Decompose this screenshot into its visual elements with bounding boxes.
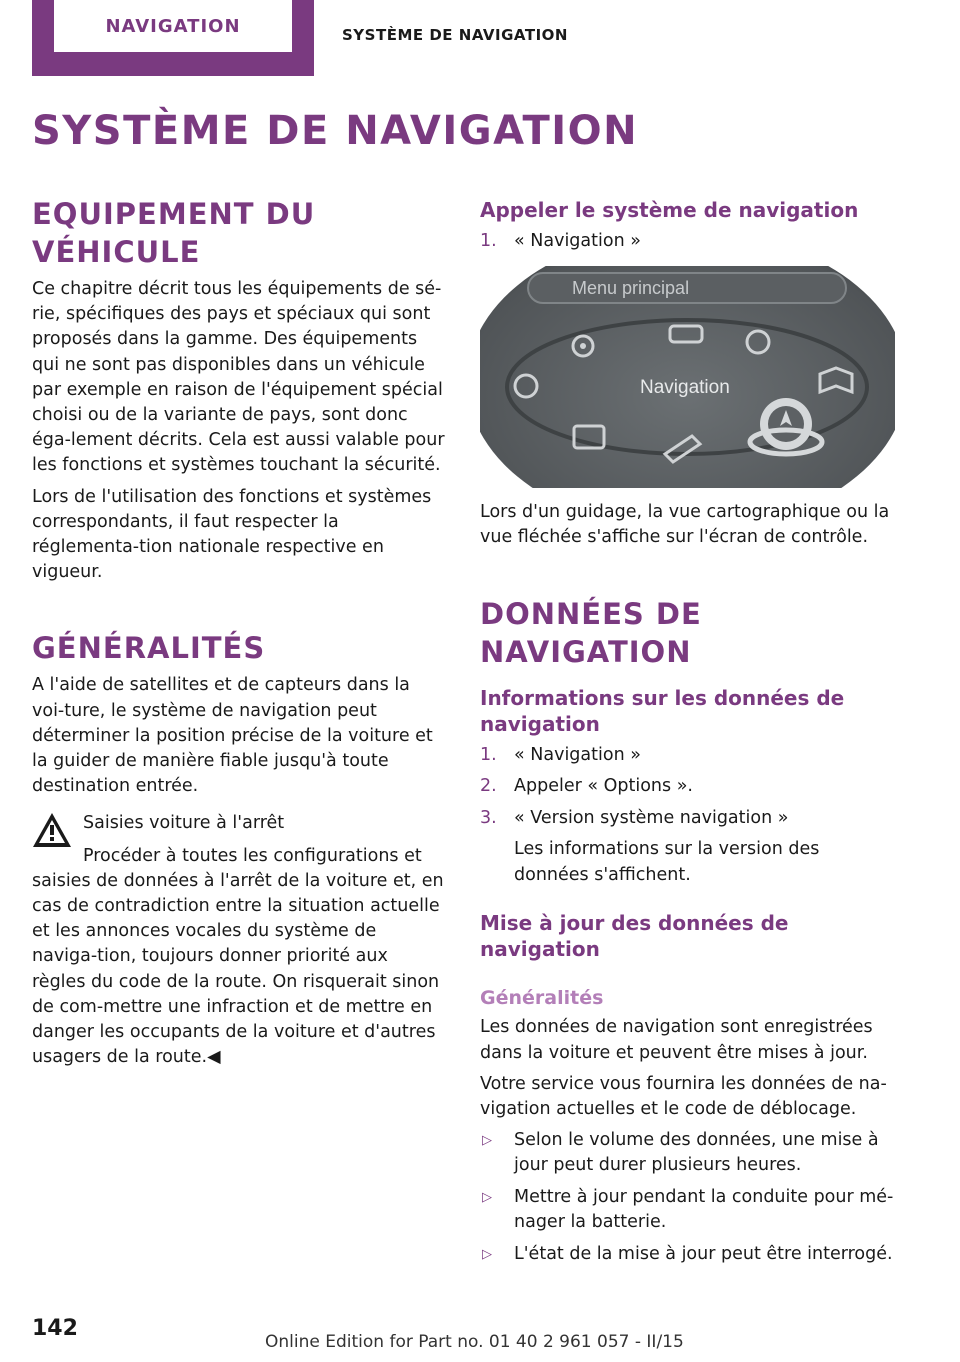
chapter-tab	[32, 0, 314, 76]
bullet-triangle-icon: ▷	[482, 1190, 492, 1206]
list-item: ▷ L'état de la mise à jour peut être interrogé.	[480, 1242, 895, 1267]
call-navigation-heading: Appeler le système de navigation	[480, 198, 859, 222]
data-info-heading: Informations sur les données de navigation	[480, 685, 845, 736]
guidance-paragraph: Lors d'un guidage, la vue cartographique ou la vue fléchée s'affiche sur l'écran de contrôle.	[480, 502, 890, 548]
main-menu-screen	[480, 266, 895, 488]
edition-footer: Online Edition for Part no. 01 40 2 961 057 - II/15	[265, 1332, 684, 1352]
update-heading: Mise à jour des données de navigation	[480, 911, 789, 962]
navigation-data-heading: DONNÉES DE NAVIGATION	[480, 596, 702, 669]
list-item: 1. « Navigation »	[480, 744, 641, 765]
main-menu-screen-graphic	[480, 266, 895, 488]
bullet-triangle-icon: ▷	[482, 1247, 492, 1263]
update-bullets	[480, 1128, 895, 1267]
list-item: 1. « Navigation »	[480, 231, 641, 251]
running-header: SYSTÈME DE NAVIGATION	[342, 26, 568, 44]
equipment-heading: EQUIPEMENT DU VÉHICULE	[32, 197, 316, 269]
menu-principal-label: Menu principal	[572, 278, 690, 299]
equipment-paragraph-1: Ce chapitre décrit tous les équipements de sé‐rie, spécifiques des pays et spéciaux qui sont proposés dans la gamme. Des équipements qui ne sont pas disponibles dans un véhicule par exemple en raison de l'équipement spécial choisi ou de la variante de pays, sont donc éga‐lement décrits. Cela est aussi valable pour les fonctions et systèmes touchant la sécurité.	[32, 279, 445, 476]
warning-triangle-icon	[32, 811, 72, 849]
right-column	[480, 195, 895, 1274]
generalities-subheading: Généralités	[480, 987, 604, 1010]
step3-detail: Les informations sur la version des données s'affichent.	[514, 839, 820, 885]
navigation-center-label: Navigation	[640, 377, 730, 399]
warning-block	[32, 811, 446, 836]
update-paragraph-2: Votre service vous fournira les données de na‐vigation actuelles et le code de déblocage.	[480, 1073, 887, 1120]
list-item: ▷ Selon le volume des données, une mise à jour peut durer plusieurs heures.	[482, 1130, 879, 1176]
list-item: 2. Appeler « Options ».	[480, 776, 693, 797]
warning-title: Saisies voiture à l'arrêt	[83, 813, 285, 834]
left-column	[32, 195, 446, 1070]
data-steps	[480, 743, 895, 888]
warning-text: Procéder à toutes les configurations et saisies de données à l'arrêt de la voiture et, en cas de contradiction entre la situation actuelle et les annonces vocales du système de naviga‐tion, toujours donner priorité aux règles du code de la route. On risquerait sinon de com‐mettre une infraction et de mettre en danger les occupants de la voiture et d'autres usagers de la route.◀	[32, 845, 444, 1068]
list-item: 3. « Version système navigation » Les informations sur la version des données s'affichent.	[480, 806, 895, 888]
call-steps	[480, 229, 895, 254]
page-number: 142	[32, 1316, 78, 1341]
list-item: ▷ Mettre à jour pendant la conduite pour mé‐nager la batterie.	[482, 1187, 894, 1233]
bullet-triangle-icon: ▷	[482, 1133, 492, 1149]
general-paragraph: A l'aide de satellites et de capteurs dans la voi‐ture, le système de navigation peut déterminer la position précise de la voiture et la guider de manière fiable jusqu'à toute destination entrée.	[32, 675, 433, 797]
chapter-tab-label: NAVIGATION	[54, 0, 292, 52]
general-heading: GÉNÉRALITÉS	[32, 631, 266, 666]
page-title: SYSTÈME DE NAVIGATION	[32, 108, 639, 154]
update-paragraph-1: Les données de navigation sont enregistrées dans la voiture et peuvent être mises à jour.	[480, 1017, 873, 1063]
equipment-paragraph-2: Lors de l'utilisation des fonctions et systèmes correspondants, il faut respecter la réglementa‐tion nationale respective en vigueur.	[32, 486, 432, 583]
